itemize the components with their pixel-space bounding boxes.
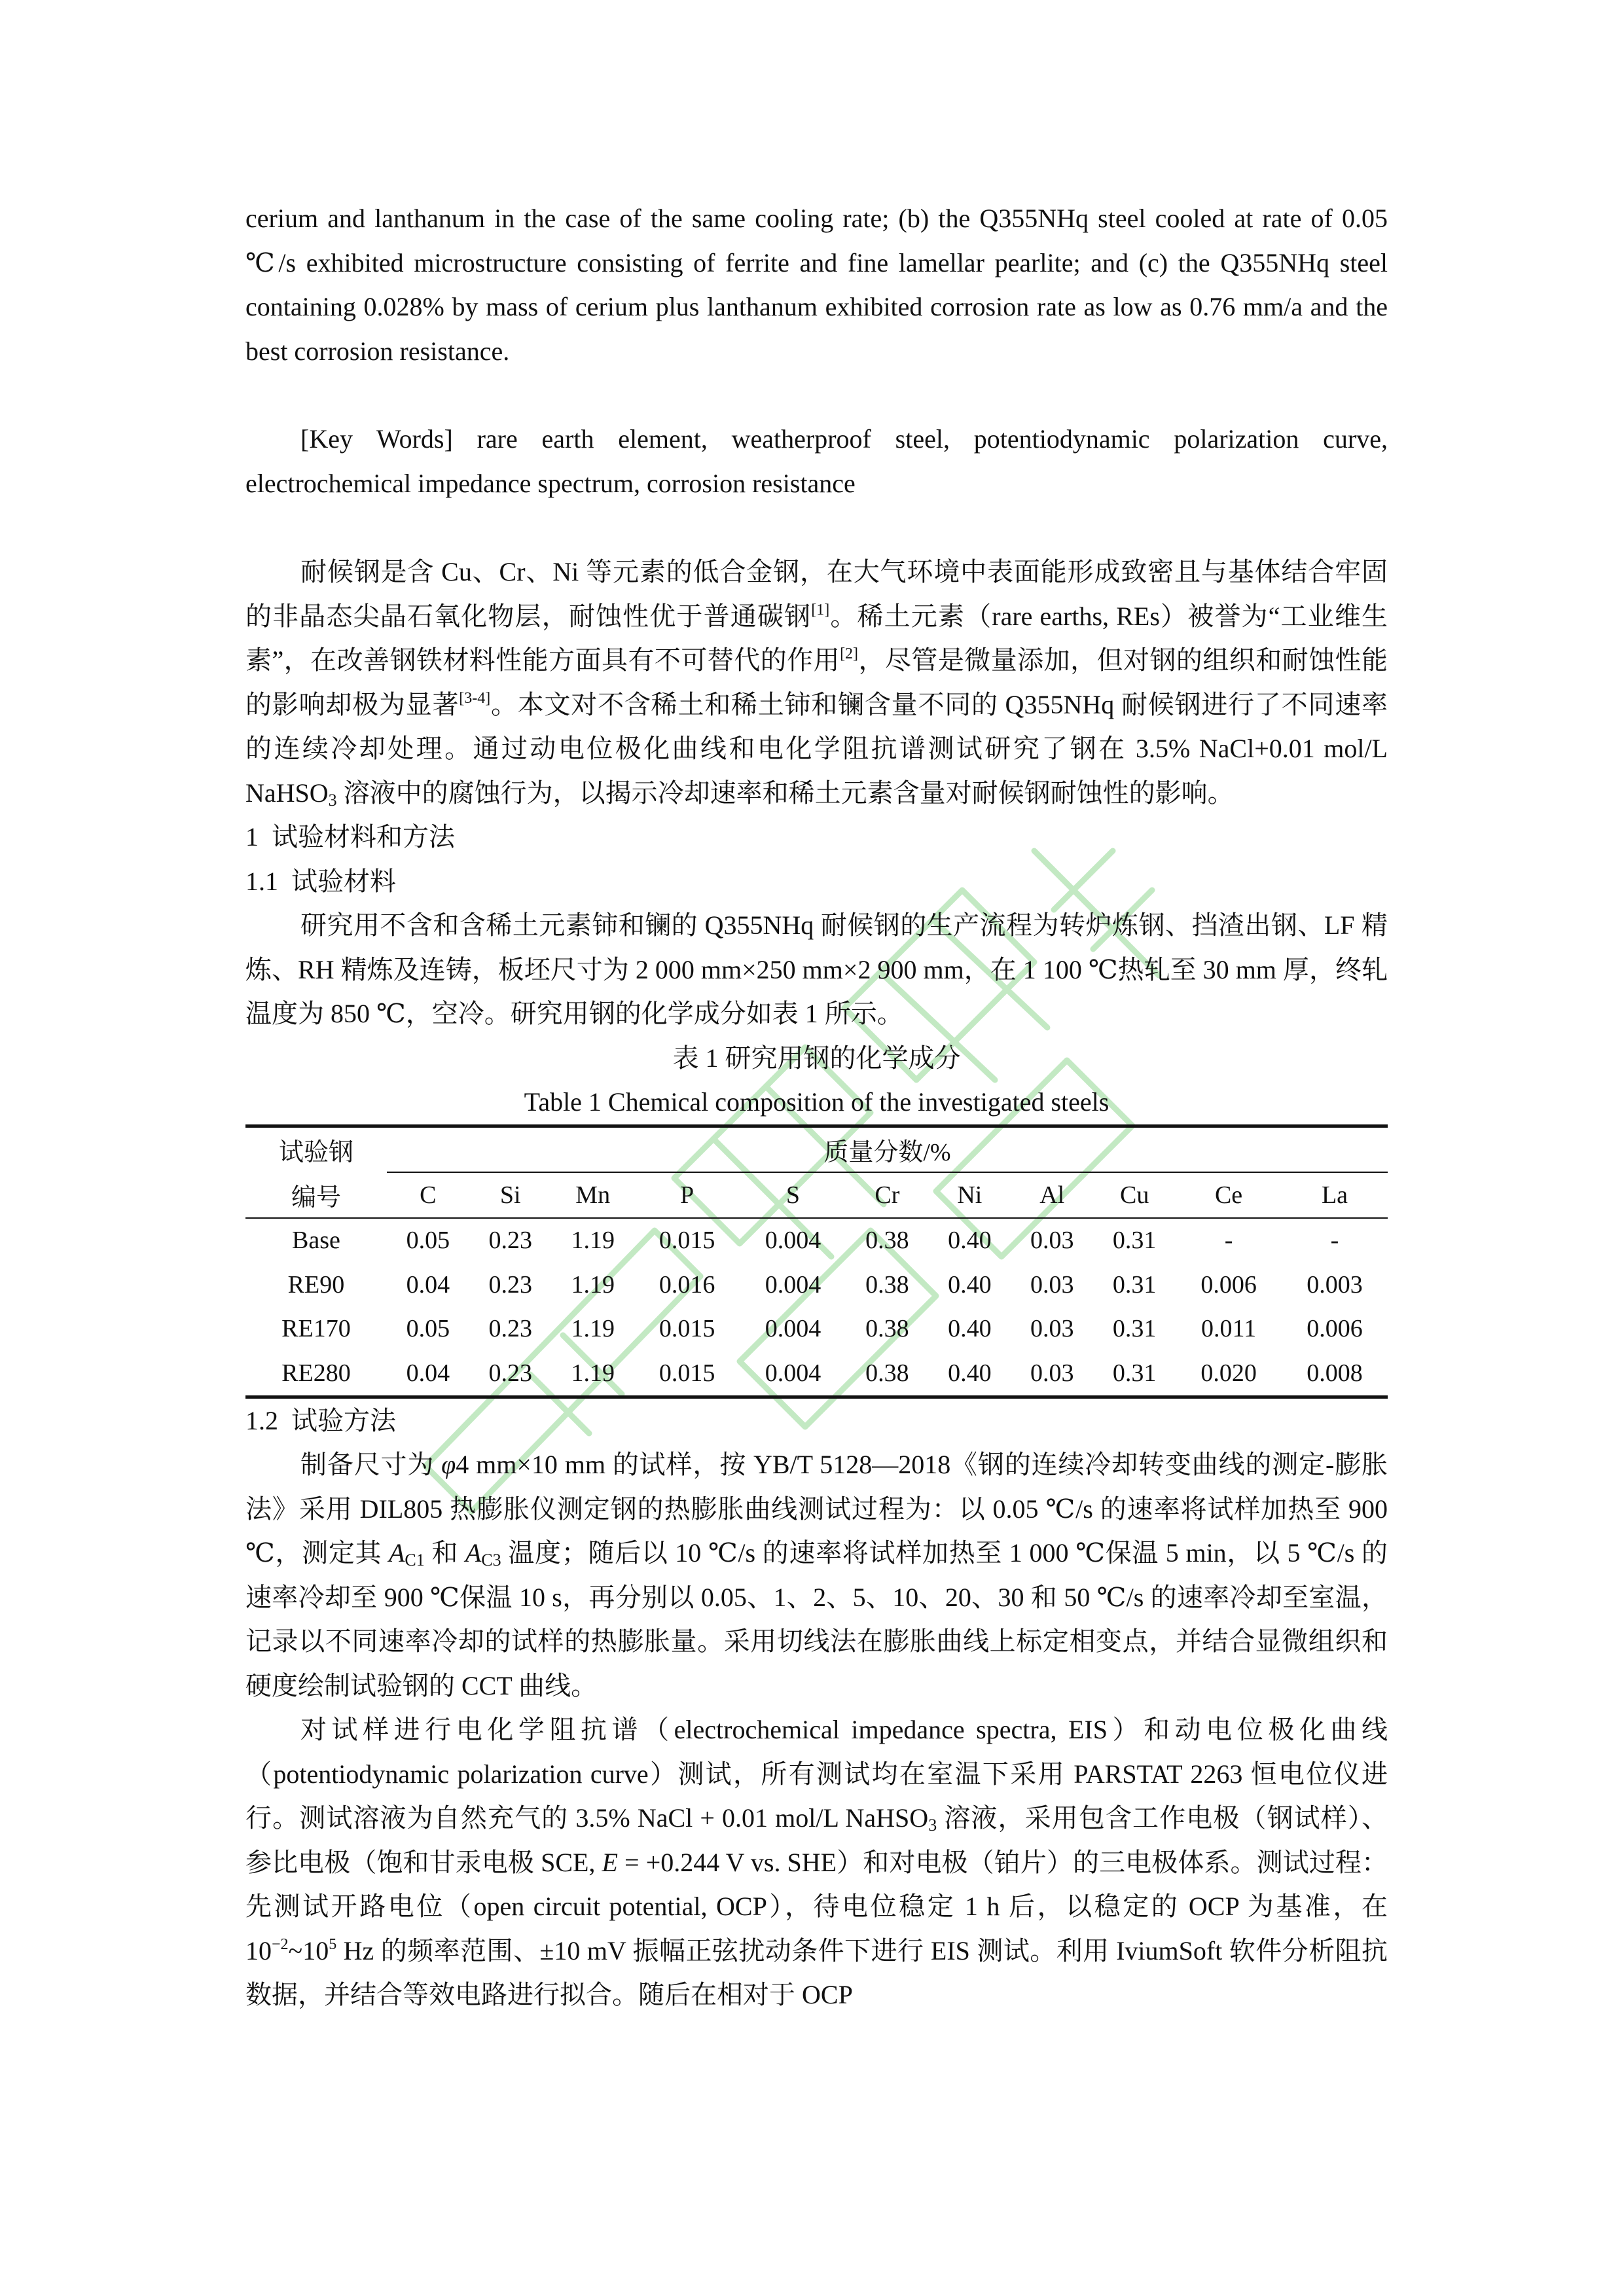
table-header-element: Cr xyxy=(846,1172,928,1218)
keywords: [Key Words] rare earth element, weatherproof steel, potentiodynamic polarization curve, electrochemical impedance spectrum, corrosion resistance xyxy=(245,424,1388,498)
table-cell-value: 0.03 xyxy=(1030,1315,1074,1343)
table-cell-value: 1.19 xyxy=(571,1227,615,1255)
table-row xyxy=(245,1307,1388,1352)
table-cell-value: 0.015 xyxy=(659,1359,715,1387)
materials-paragraph: 研究用不含和含稀土元素铈和镧的 Q355NHq 耐候钢的生产流程为转炉炼钢、挡渣出钢、LF 精炼、RH 精炼及连铸，板坯尺寸为 2 000 mm×250 mm×2 900 mm，在 1 100 ℃热轧至 30 mm 厚，终轧温度为 850 ℃，空冷。研究用钢的化学成分如表 1 所示。 xyxy=(245,910,1388,1028)
table-cell-value: 0.40 xyxy=(948,1315,992,1343)
table-cell-value: 0.40 xyxy=(948,1227,992,1255)
table-cell-value: 0.31 xyxy=(1112,1359,1157,1387)
composition-table xyxy=(245,1124,1388,1399)
citation: [2] xyxy=(840,645,859,662)
table-cell-steel-id: RE90 xyxy=(287,1270,345,1299)
table-cell-value: - xyxy=(1330,1227,1339,1255)
table-header-element: P xyxy=(634,1172,740,1218)
table-cell-value: 0.23 xyxy=(488,1315,533,1343)
section-heading-1-2: 1.2 试验方法 xyxy=(245,1405,396,1435)
table-header-element: C xyxy=(387,1172,469,1218)
table-cell-value: 0.004 xyxy=(765,1270,821,1299)
table-cell-value: 0.38 xyxy=(865,1359,909,1387)
table-cell-value: 0.38 xyxy=(865,1315,909,1343)
table-cell-value: 0.23 xyxy=(488,1359,533,1387)
table-cell-value: 0.05 xyxy=(406,1227,450,1255)
table-cell-value: 0.03 xyxy=(1030,1359,1074,1387)
intro-paragraph: 耐候钢是含 Cu、Cr、Ni 等元素的低合金钢，在大气环境中表面能形成致密且与基体结合牢固的非晶态尖晶石氧化物层，耐蚀性优于普通碳钢[1]。稀土元素（rare earths, REs）被誉为“工业维生素”，在改善钢铁材料性能方面具有不可替代的作用[2]，尽管是微量添加，但对钢的组织和耐蚀性能的影响却极为显著[3-4]。本文对不含稀土和稀土铈和镧含量不同的 Q355NHq 耐候钢进行了不同速率的连续冷却处理。通过动电位极化曲线和电化学阻抗谱测试研究了钢在 3.5% NaCl+0.01 mol/L NaHSO$_3$ 溶液中的腐蚀行为，以揭示冷却速率和稀土元素含量对耐候钢耐蚀性的影响。 xyxy=(245,557,1388,810)
table-cell-value: 0.05 xyxy=(406,1315,450,1343)
table-cell-value: 0.04 xyxy=(406,1270,450,1299)
table-header-id: 编号 xyxy=(245,1172,387,1218)
table-cell-value: 0.03 xyxy=(1030,1227,1074,1255)
table-row xyxy=(245,1351,1388,1397)
table-header-element: Al xyxy=(1011,1172,1093,1218)
table-cell-value: 0.03 xyxy=(1030,1270,1074,1299)
table-cell-value: 0.04 xyxy=(406,1359,450,1387)
table-cell-value: 0.003 xyxy=(1307,1270,1363,1299)
section-heading-1: 1 试验材料和方法 xyxy=(245,822,455,852)
table-header-element: Mn xyxy=(552,1172,634,1218)
table-cell-value: 0.015 xyxy=(659,1227,715,1255)
citation: [3-4] xyxy=(459,689,491,707)
table-cell-value: 0.38 xyxy=(865,1270,909,1299)
table-cell-value: 0.004 xyxy=(765,1315,821,1343)
abstract-tail: cerium and lanthanum in the case of the same cooling rate; (b) the Q355NHq steel cooled at rate of 0.05 ℃/s exhibited microstructure consisting of ferrite and fine lamellar pearlite; and (c) the Q355NHq steel containing 0.028% by mass of cerium plus lanthanum exhibited corrosion rate as low as 0.76 mm/a and the best corrosion resistance. xyxy=(245,204,1388,366)
table-cell-value: 0.008 xyxy=(1307,1359,1363,1387)
table-row xyxy=(245,1263,1388,1307)
table-cell-value: 0.004 xyxy=(765,1359,821,1387)
table-cell-value: 0.016 xyxy=(659,1270,715,1299)
method-paragraph-2: 对试样进行电化学阻抗谱（electrochemical impedance spectra, EIS）和动电位极化曲线（potentiodynamic polarization curve）测试，所有测试均在室温下采用 PARSTAT 2263 恒电位仪进行。测试溶液为自然充气的 3.5% NaCl + 0.01 mol/L NaHSO$_3$ 溶液，采用包含工作电极（钢试样）、参比电极（饱和甘汞电极 SCE, E = +0.244 V vs. SHE）和对电极（铂片）的三电极体系。测试过程：先测试开路电位（open circuit potential, OCP），待电位稳定 1 h 后，以稳定的 OCP 为基准，在 $10^{-2}\sim 10^5$ Hz 的频率范围、±10 mV 振幅正弦扰动条件下进行 EIS 测试。利用 IviumSoft 软件分析阻抗数据，并结合等效电路进行拟合。随后在相对于 OCP xyxy=(245,1715,1388,2009)
table-cell-value: 0.31 xyxy=(1112,1227,1157,1255)
table-cell-value: 1.19 xyxy=(571,1270,615,1299)
citation: [1] xyxy=(811,601,830,619)
table-cell-value: 1.19 xyxy=(571,1315,615,1343)
table-caption-en: Table 1 Chemical composition of the investigated steels xyxy=(524,1087,1110,1117)
page-body xyxy=(245,196,1388,2017)
table-header-mass-fraction: 质量分数/% xyxy=(387,1126,1388,1172)
table-caption-cn: 表 1 研究用钢的化学成分 xyxy=(672,1043,961,1073)
table-header-steel: 试验钢 xyxy=(278,1139,353,1167)
table-cell-value: 0.38 xyxy=(865,1227,909,1255)
table-cell-value: 0.011 xyxy=(1201,1315,1257,1343)
table-cell-value: 0.23 xyxy=(488,1270,533,1299)
table-header-element: Si xyxy=(469,1172,552,1218)
table-cell-value: 0.006 xyxy=(1307,1315,1363,1343)
table-cell-steel-id: RE170 xyxy=(281,1315,351,1343)
table-cell-value: 0.020 xyxy=(1200,1359,1257,1387)
table-cell-value: 0.004 xyxy=(765,1227,821,1255)
table-row xyxy=(245,1218,1388,1263)
table-header-element: Ce xyxy=(1176,1172,1282,1218)
table-cell-value: 1.19 xyxy=(571,1359,615,1387)
method-paragraph-1: 制备尺寸为 φ4 mm×10 mm 的试样，按 YB/T 5128—2018《钢的连续冷却转变曲线的测定-膨胀法》采用 DIL805 热膨胀仪测定钢的热膨胀曲线测试过程为：以 0.05 ℃/s 的速率将试样加热至 900 ℃，测定其 $A_{C1}$ 和 $A_{C3}$ 温度；随后以 10 ℃/s 的速率将试样加热至 1 000 ℃保温 5 min，以 5 ℃/s 的速率冷却至 900 ℃保温 10 s，再分别以 0.05、1、2、5、10、20、30 和 50 ℃/s 的速率冷却至室温，记录以不同速率冷却的试样的热膨胀量。采用切线法在膨胀曲线上标定相变点，并结合显微组织和硬度绘制试验钢的 CCT 曲线。 xyxy=(245,1450,1388,1700)
table-cell-steel-id: RE280 xyxy=(281,1359,351,1387)
table-cell-value: 0.015 xyxy=(659,1315,715,1343)
table-header-element: Ni xyxy=(928,1172,1011,1218)
table-header-element: S xyxy=(740,1172,846,1218)
table-cell-value: 0.006 xyxy=(1200,1270,1257,1299)
table-header-element: La xyxy=(1282,1172,1388,1218)
table-cell-value: 0.23 xyxy=(488,1227,533,1255)
table-cell-steel-id: Base xyxy=(292,1227,340,1255)
section-heading-1-1: 1.1 试验材料 xyxy=(245,866,396,896)
table-cell-value: 0.40 xyxy=(948,1359,992,1387)
table-cell-value: 0.40 xyxy=(948,1270,992,1299)
table-header-element: Cu xyxy=(1093,1172,1176,1218)
table-cell-value: 0.31 xyxy=(1112,1315,1157,1343)
table-cell-value: 0.31 xyxy=(1112,1270,1157,1299)
table-cell-value: - xyxy=(1224,1227,1233,1255)
